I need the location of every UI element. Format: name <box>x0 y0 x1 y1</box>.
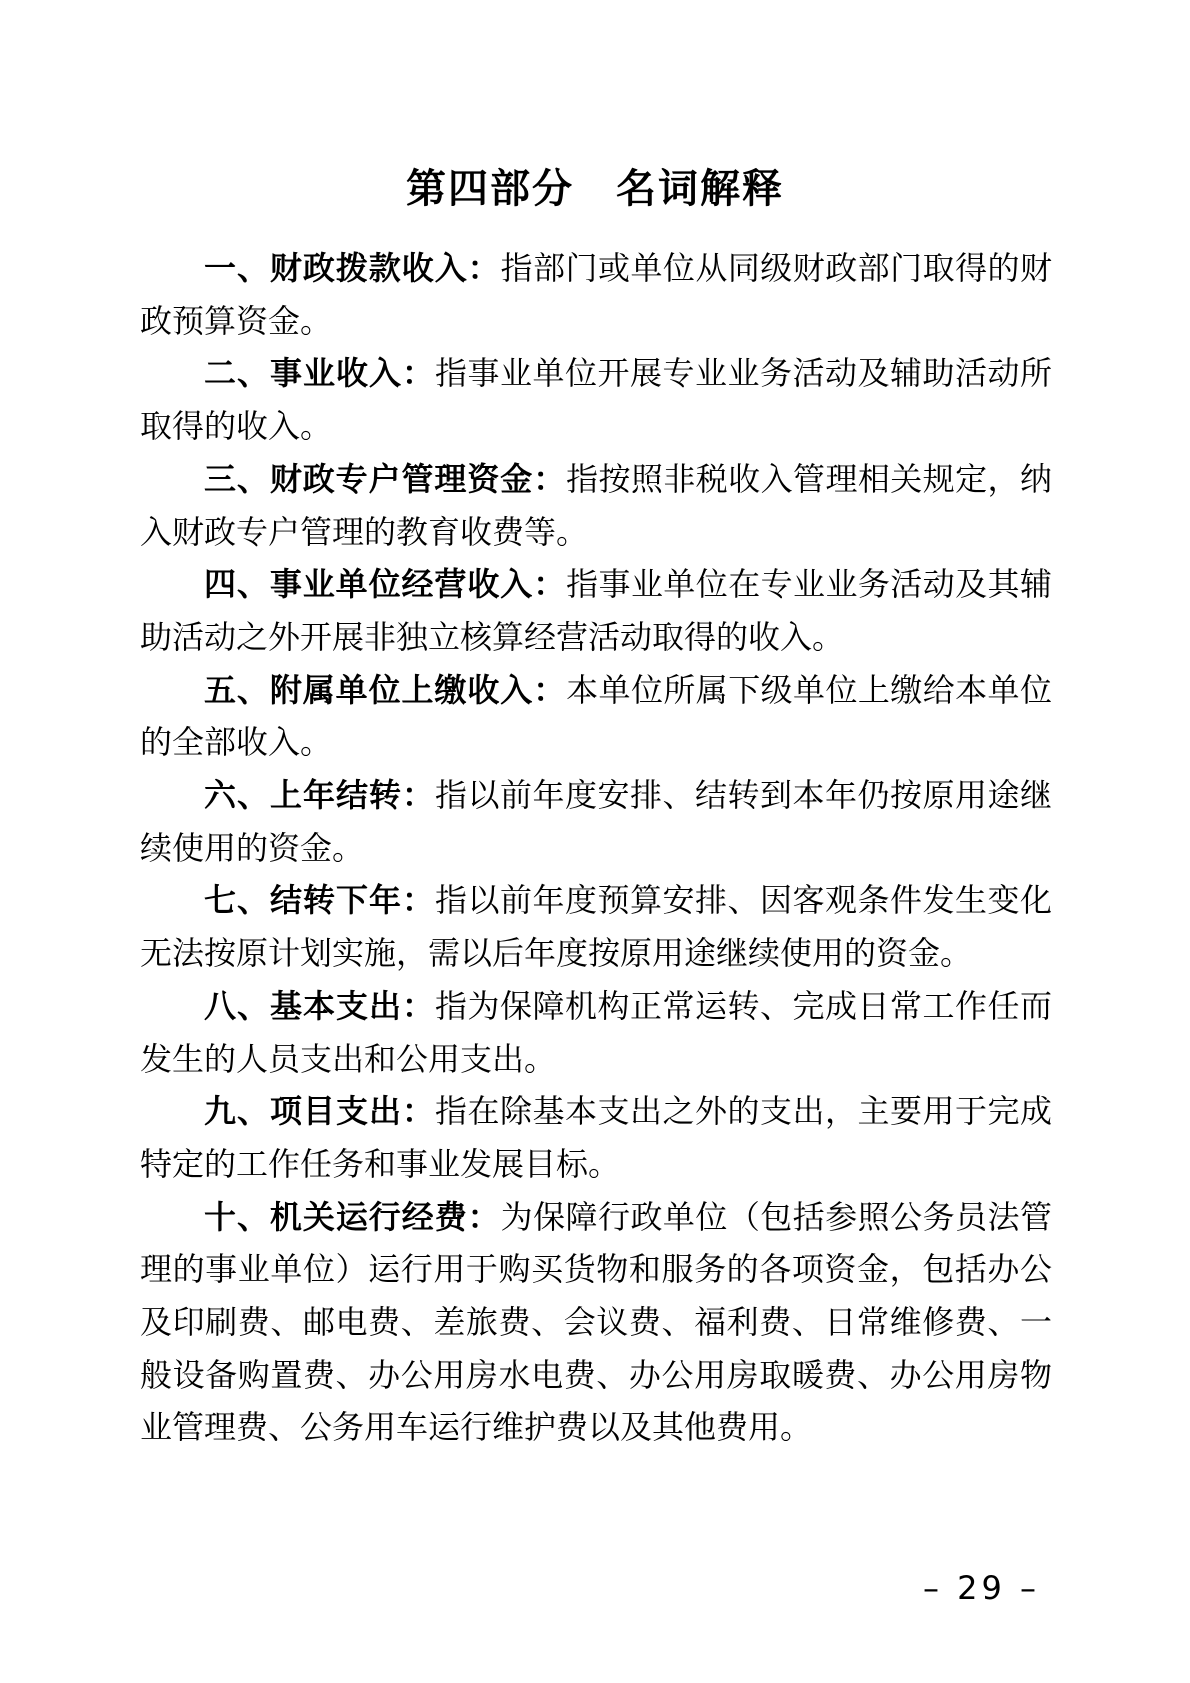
term-label: 四、事业单位经营收入： <box>204 566 567 603</box>
term-label: 三、财政专户管理资金： <box>204 460 567 497</box>
term-paragraph <box>140 769 1052 874</box>
term-definition: 指以前年度安排、结转到本年仍按原用途继续使用的资金。 <box>140 777 1052 866</box>
term-definition: 本单位所属下级单位上缴给本单位的全部收入。 <box>140 671 1052 761</box>
term-label: 六、上年结转： <box>204 777 435 814</box>
term-definition: 为保障行政单位（包括参照公务员法管理的事业单位）运行用于购买货物和服务的各项资金，包括办公及印刷费、邮电费、差旅费、会议费、福利费、日常维修费、一般设备购置费、办公用房水电费、办公用房取暖费、办公用房物业管理费、公务用车运行维护费以及其他费用。 <box>140 1198 1052 1446</box>
term-paragraph <box>140 980 1052 1085</box>
term-label: 八、基本支出： <box>204 987 435 1024</box>
term-paragraph <box>140 347 1052 452</box>
term-label: 七、结转下年： <box>204 882 435 919</box>
page-number: – 29 – <box>922 1569 1040 1607</box>
page-title: 第四部分 名词解释 <box>406 165 784 211</box>
term-paragraph <box>140 453 1052 558</box>
term-label: 一、财政拨款收入： <box>204 250 501 286</box>
term-definition: 指部门或单位从同级财政部门取得的财政预算资金。 <box>140 250 1052 339</box>
term-definition: 指事业单位开展专业业务活动及辅助活动所取得的收入。 <box>140 355 1052 445</box>
term-definition: 指在除基本支出之外的支出，主要用于完成特定的工作任务和事业发展目标。 <box>140 1093 1052 1182</box>
term-label: 九、项目支出： <box>204 1093 435 1130</box>
term-definition: 指以前年度预算安排、因客观条件发生变化无法按原计划实施，需以后年度按原用途继续使用的资金。 <box>140 882 1052 972</box>
term-definition: 指事业单位在专业业务活动及其辅助活动之外开展非独立核算经营活动取得的收入。 <box>140 566 1052 655</box>
term-definition: 指为保障机构正常运转、完成日常工作任而发生的人员支出和公用支出。 <box>140 987 1052 1077</box>
term-paragraph <box>140 1085 1052 1190</box>
term-paragraph <box>140 558 1052 663</box>
term-definition: 指按照非税收入管理相关规定，纳入财政专户管理的教育收费等。 <box>140 460 1052 550</box>
term-paragraph <box>140 874 1052 979</box>
term-label: 十、机关运行经费： <box>204 1198 501 1235</box>
definitions-list <box>140 242 1052 1454</box>
term-paragraph <box>140 664 1052 769</box>
term-paragraph <box>140 242 1052 347</box>
term-paragraph <box>140 1191 1052 1455</box>
term-label: 二、事业收入： <box>204 355 435 392</box>
term-label: 五、附属单位上缴收入： <box>204 671 567 708</box>
